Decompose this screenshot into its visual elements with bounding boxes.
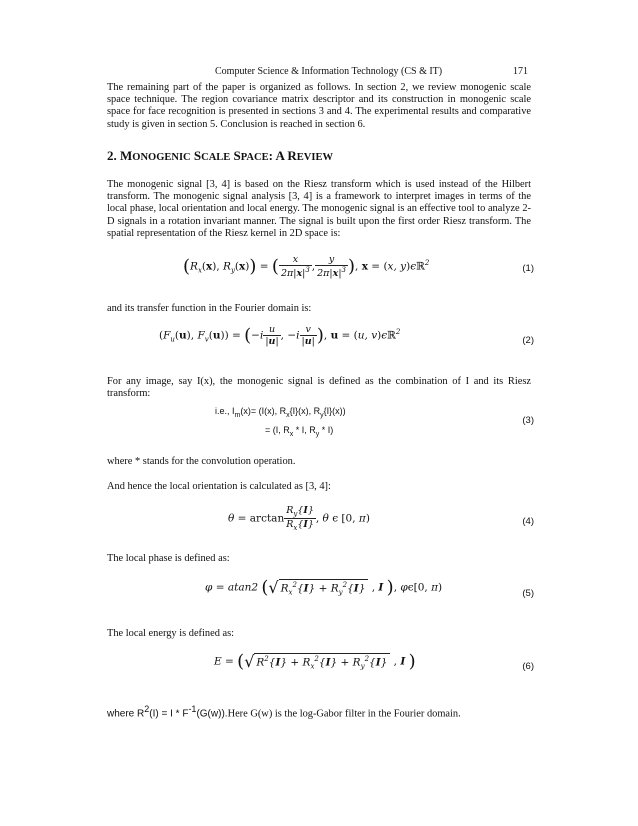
phase-intro: The local phase is defined as: <box>107 553 230 564</box>
log-gabor-note: where $R^2(I) = I$ * $F^{-1}(G(w)).Here$ G(w) is the log-Gabor filter in the Fourier domain. <box>107 704 461 720</box>
equation-6: E = (√ $R^2\{I\} + R_x^2\{I\} + R_y^2\{I\}$ , I ) <box>214 651 416 672</box>
page-number: 171 <box>513 66 528 77</box>
definition-text: For any image, say I(x), the monogenic signal is defined as the combination of I and its Riesz transform: <box>107 376 531 400</box>
intro-paragraph: The remaining part of the paper is organized as follows. In section 2, we review monogenic scale space technique. The region covariance matrix descriptor and its construction in monogenic scale space for face recognition is presented in sections 3 and 4. The experimental results and comparative study is given in section 5. Conclusion is reached in section 6. <box>107 82 531 130</box>
equation-1: ($R_x(x)$, $R_y(x)$) = ( $\frac{x}{2\pi|x|^3}$ , $\frac{y}{2\pi|x|^3}$ ), x = (x, y)ϵℝ$^2$ <box>183 254 430 280</box>
orientation-intro: And hence the local orientation is calculated as [3, 4]: <box>107 481 331 492</box>
transfer-function-text: and its transfer function in the Fourier domain is: <box>107 303 312 314</box>
monogenic-paragraph: The monogenic signal [3, 4] is based on the Riesz transform which is used instead of the Hilbert transform. The monogenic signal analysis [3, 4] is a framework to interpret images in terms of the local phase, local orientation and local energy. The monogenic signal is an effective tool to analyze 2-D signals in a rotation invariant manner. The signal is built upon the first order Riesz transform. The spatial representation of the Riesz kernel in 2D space is: <box>107 179 531 239</box>
equation-3-number: (3) <box>522 415 534 426</box>
equation-3-line-1: i.e., $I_m(x)= (I(x)$, $R_x\{I\}(x)$, $R_y\{I\}(x)$) <box>215 406 346 419</box>
equation-1-number: (1) <box>522 263 534 274</box>
equation-2-number: (2) <box>522 335 534 346</box>
equation-5-number: (5) <box>522 588 534 599</box>
equation-2: ($F_u(u)$, $F_v(u)) = (-i$ $\frac{u}{|u|}$ , −i $\frac{v}{|u|}$ ), u = (u, v)ϵℝ$^2$ <box>159 324 401 347</box>
journal-title: Computer Science & Information Technology (CS & IT) <box>215 66 443 77</box>
equation-4: θ = arctan $\frac{R_y\{I\}}{R_x\{I\}}$ , θ ϵ [0, π) <box>228 505 370 532</box>
equation-3-line-2: = (I, $R_x$ * I, $R_y * I$) <box>265 425 334 438</box>
equation-4-number: (4) <box>522 516 534 527</box>
equation-5: φ = atan2 (√ $R_x^2\{I\} + R_y^2\{I\}$ , I ), φϵ[0, π) <box>205 577 443 598</box>
energy-intro: The local energy is defined as: <box>107 628 235 639</box>
equation-6-number: (6) <box>522 661 534 672</box>
section-heading: 2. MONOGENIC SCALE SPACE: A REVIEW <box>107 148 333 163</box>
convolution-note: where * stands for the convolution operation. <box>107 456 296 467</box>
